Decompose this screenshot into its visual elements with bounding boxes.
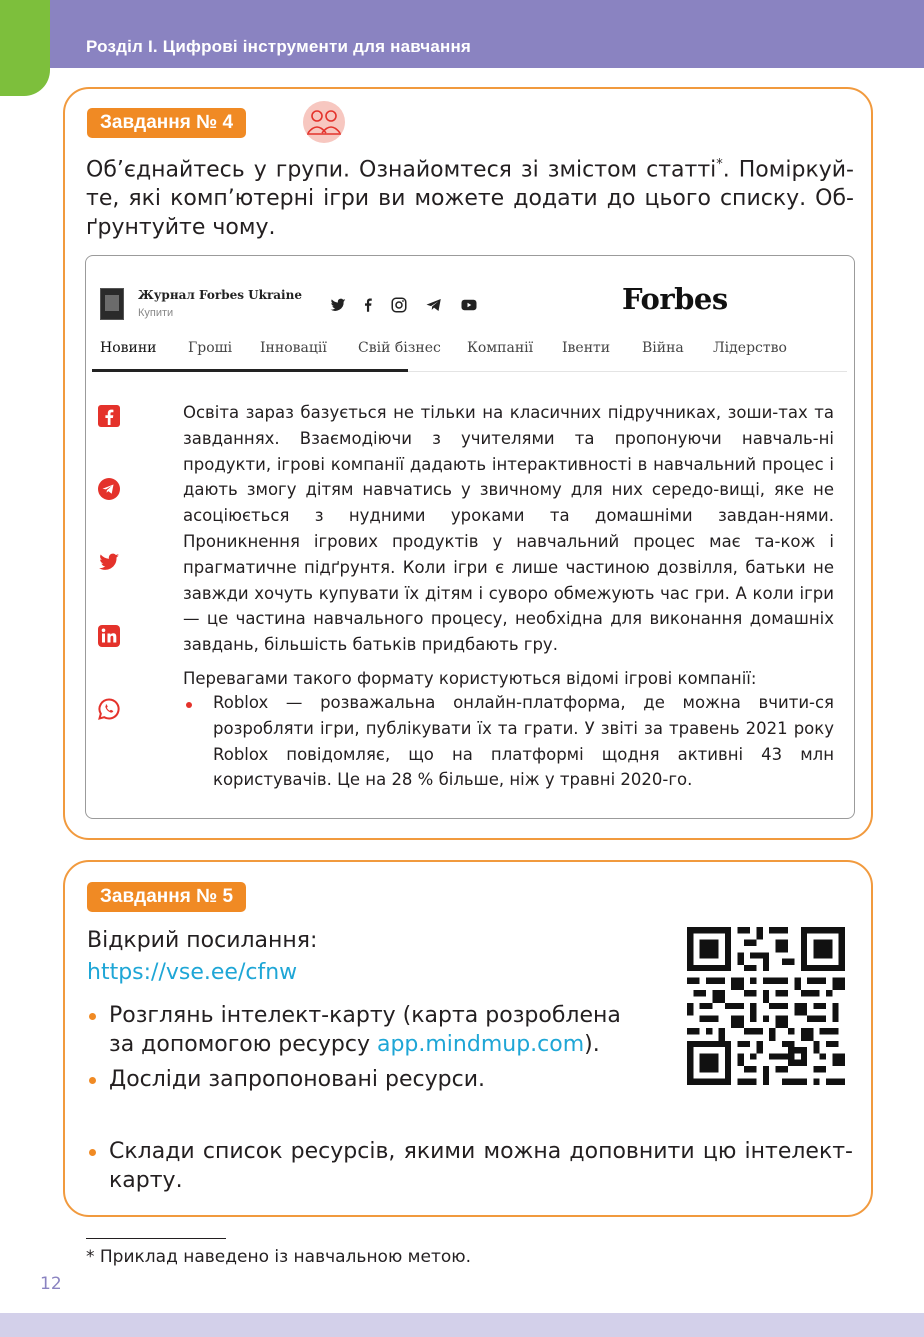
facebook-share-icon[interactable] <box>97 404 121 428</box>
facebook-icon[interactable] <box>359 296 377 314</box>
nav-item-events[interactable]: Івенти <box>562 340 611 356</box>
task-4-badge: Завдання № 4 <box>87 108 246 138</box>
qr-code[interactable] <box>687 927 845 1085</box>
task-5-bullet-explore: Досліди запропоновані ресурси. <box>109 1067 485 1092</box>
footnote-mark: * <box>716 157 723 172</box>
footer-bar <box>0 1313 924 1337</box>
task-5-box <box>63 860 873 1217</box>
footnote: * Приклад наведено із навчальною метою. <box>86 1247 471 1267</box>
task-5-bullet-mindmap: Розглянь інтелект-карту (карта розроблена за допомогою ресурсу app.mindmup.com). <box>109 1003 621 1057</box>
task-4-instructions: Об’єднайтесь у групи. Ознайомтеся зі змістом статті*. Поміркуй-те, які комп’ютерні ігри ви можете додати до цього списку. Об-ґрунтуйте чому. <box>86 157 854 241</box>
article-nav-bar <box>92 340 847 372</box>
mindmup-link[interactable]: app.mindmup.com <box>376 1032 585 1057</box>
task-5-link[interactable]: https://vse.ee/cfnw <box>87 960 298 985</box>
task-4-box <box>63 87 873 840</box>
twitter-icon[interactable] <box>329 296 347 314</box>
youtube-icon[interactable] <box>460 296 478 314</box>
chapter-title: Розділ I. Цифрові інструменти для навчання <box>86 37 472 56</box>
whatsapp-share-icon[interactable] <box>97 697 121 721</box>
nav-active-underline <box>92 369 408 372</box>
page-number: 12 <box>40 1274 62 1294</box>
bullet-dot <box>89 1149 96 1156</box>
article-bullet-roblox: Roblox — розважальна онлайн-платформа, де можна вчити-ся розробляти ігри, публікувати їх та грати. У звіті за травень 2021 року Roblox повідомляє, що на платформі щодня активні 43 млн користувачів. Це на 28 % більше, ніж у травні 2020-го. <box>213 693 834 790</box>
linkedin-share-icon[interactable] <box>97 624 121 648</box>
instagram-icon[interactable] <box>390 296 408 314</box>
footnote-divider <box>86 1238 226 1239</box>
chapter-header-bar <box>0 0 924 68</box>
magazine-cover <box>100 288 124 320</box>
bullet-dot <box>89 1013 96 1020</box>
nav-item-innovations[interactable]: Інновації <box>260 340 327 356</box>
nav-item-war[interactable]: Війна <box>642 340 684 356</box>
task-5-open-link-label: Відкрий посилання: <box>87 928 318 953</box>
forbes-logo[interactable]: Forbes <box>622 282 728 316</box>
telegram-icon[interactable] <box>425 296 443 314</box>
magazine-buy-link[interactable]: Купити <box>138 307 174 319</box>
article-paragraph-1: Освіта зараз базується не тільки на класичних підручниках, зоши-тах та завданнях. Взаємодіючи з учителями та пропонуючи навчаль-ні продукти, ігрові компанії дадають інтерактивності в навчальний процес і дають змогу дітям навчатись у звичному для них середо-вищі, яке не асоціюється з нудними уроками та домашніми завдан-нями. Проникнення ігрових продуктів у навчальний процес має та-кож і прагматичне підґрунтя. Коли ігри є лише частиною дозвілля, батьки не завжди хочуть купувати їх дітям і суворо обмежують час гри. А коли ігри — це частина навчального процесу, необхідна для виконання домашніх завдань, більшість батьків придбають гру. <box>183 403 834 655</box>
nav-item-money[interactable]: Гроші <box>188 340 233 356</box>
article-paragraph-2: Перевагами такого формату користуються відомі ігрові компанії: <box>183 669 757 688</box>
twitter-share-icon[interactable] <box>97 550 121 574</box>
nav-item-own-business[interactable]: Свій бізнес <box>358 340 441 356</box>
task-5-badge: Завдання № 5 <box>87 882 246 912</box>
task-5-bullet-list: Склади список ресурсів, якими можна доповнити цю інтелект-карту. <box>109 1139 853 1193</box>
nav-item-companies[interactable]: Компанії <box>467 340 534 356</box>
bullet-dot <box>89 1077 96 1084</box>
chapter-green-tab <box>0 0 50 96</box>
magazine-title[interactable]: Журнал Forbes Ukraine <box>138 288 302 302</box>
group-work-icon <box>302 100 346 144</box>
forbes-article-screenshot <box>85 255 855 819</box>
telegram-share-icon[interactable] <box>97 477 121 501</box>
nav-item-news[interactable]: Новини <box>100 340 157 356</box>
nav-item-leadership[interactable]: Лідерство <box>713 340 787 356</box>
article-bullet-dot <box>186 702 192 708</box>
